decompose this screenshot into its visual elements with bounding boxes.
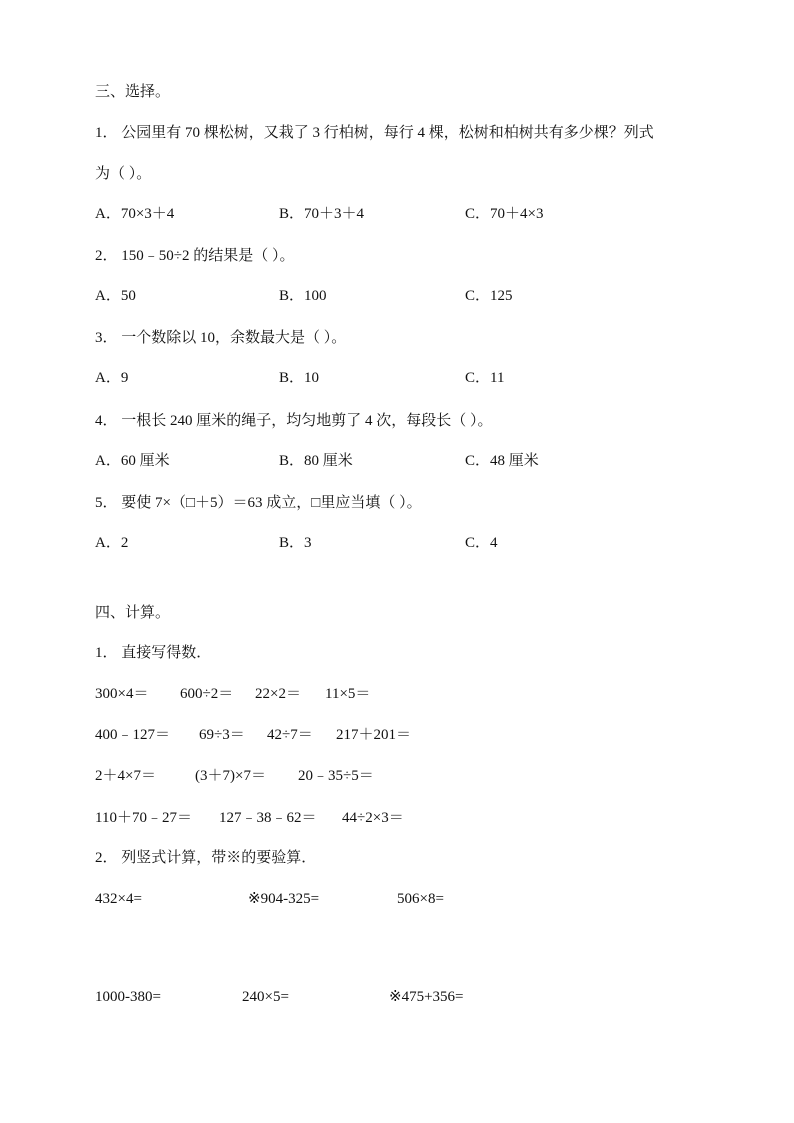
mental-math-item: 2＋4×7＝	[95, 768, 156, 784]
part-1-title: 1． 直接写得数．	[95, 645, 212, 661]
question-1-option-a: A．70×3＋4	[95, 206, 175, 222]
question-5-option-a: A．2	[95, 535, 129, 551]
question-5-stem: 5． 要使 7×（□＋5）＝63 成立，□里应当填（ ）。	[95, 495, 422, 511]
question-4-option-a: A．60 厘米	[95, 453, 170, 469]
question-2-stem: 2． 150﹣50÷2 的结果是（ ）。	[95, 248, 295, 264]
mental-math-item: 300×4＝	[95, 686, 149, 702]
question-3-stem: 3． 一个数除以 10，余数最大是（ ）。	[95, 330, 347, 346]
question-2-option-b: B．100	[279, 288, 327, 304]
mental-math-item: 11×5＝	[325, 686, 371, 702]
mental-math-item: 44÷2×3＝	[342, 810, 404, 826]
question-3-option-c: C．11	[465, 370, 505, 386]
vertical-calc-item: 506×8=	[397, 891, 444, 907]
mental-math-item: 42÷7＝	[267, 727, 313, 743]
question-2-option-a: A．50	[95, 288, 136, 304]
mental-math-item: 20﹣35÷5＝	[298, 768, 374, 784]
mental-math-item: 127﹣38﹣62＝	[219, 810, 317, 826]
question-4-option-c: C．48 厘米	[465, 453, 539, 469]
vertical-calc-item: 1000-380=	[95, 989, 161, 1005]
mental-math-item: 400﹣127＝	[95, 727, 171, 743]
part-2-title: 2． 列竖式计算，带※的要验算．	[95, 850, 317, 866]
question-4-stem: 4． 一根长 240 厘米的绳子，均匀地剪了 4 次，每段长（ ）。	[95, 413, 493, 429]
mental-math-item: 69÷3＝	[199, 727, 245, 743]
vertical-calc-item: 432×4=	[95, 891, 142, 907]
mental-math-item: 110＋70﹣27＝	[95, 810, 192, 826]
question-1-stem-cont: 为（ ）。	[95, 166, 152, 182]
mental-math-item: 22×2＝	[255, 686, 301, 702]
question-5-option-c: C．4	[465, 535, 498, 551]
mental-math-item: 217＋201＝	[336, 727, 412, 743]
question-3-option-b: B．10	[279, 370, 320, 386]
question-1-option-b: B．70＋3＋4	[279, 206, 365, 222]
section-4-title: 四、计算。	[95, 605, 171, 621]
question-1-option-c: C．70＋4×3	[465, 206, 544, 222]
question-2-option-c: C．125	[465, 288, 513, 304]
mental-math-item: 600÷2＝	[180, 686, 234, 702]
mental-math-item: (3＋7)×7＝	[195, 768, 266, 784]
question-1-stem: 1． 公园里有 70 棵松树，又栽了 3 行柏树，每行 4 棵，松树和柏树共有多少棵？列式	[95, 125, 654, 141]
question-3-option-a: A．9	[95, 370, 129, 386]
vertical-calc-item: ※475+356=	[389, 989, 464, 1005]
vertical-calc-item: 240×5=	[242, 989, 289, 1005]
vertical-calc-item: ※904-325=	[248, 891, 320, 907]
question-4-option-b: B．80 厘米	[279, 453, 353, 469]
question-5-option-b: B．3	[279, 535, 312, 551]
section-3-title: 三、选择。	[95, 84, 171, 100]
